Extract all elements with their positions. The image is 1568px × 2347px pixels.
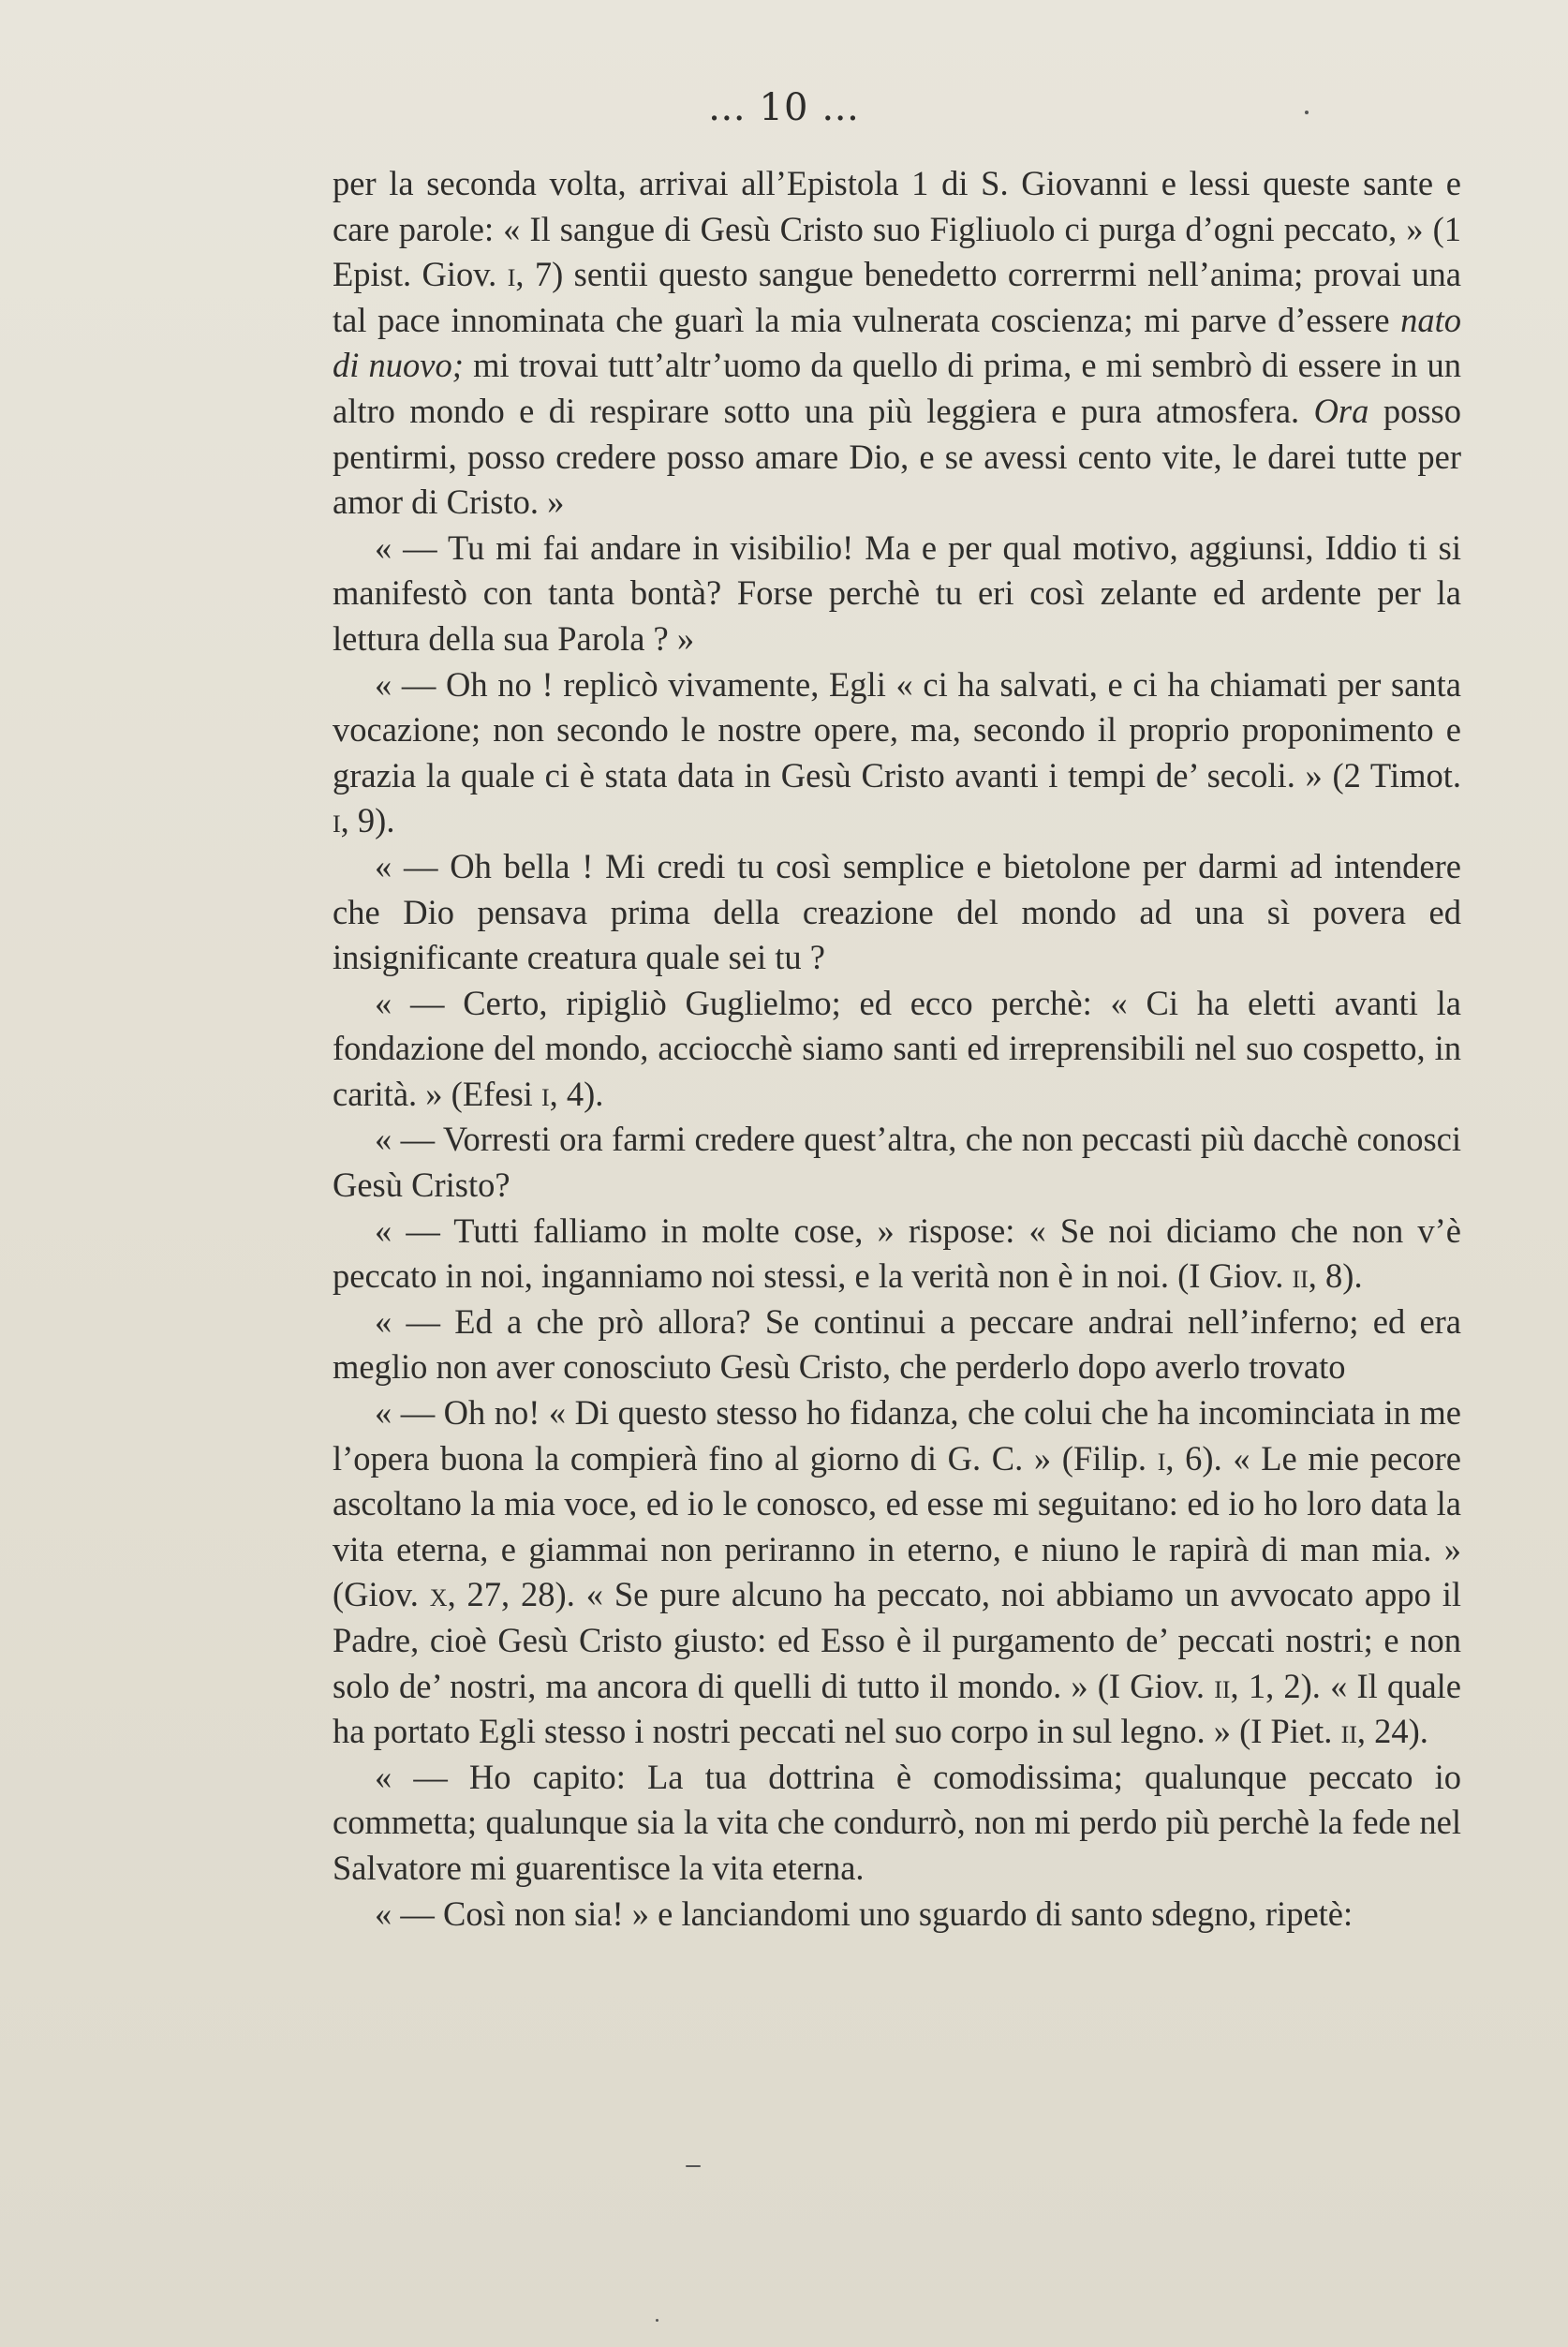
text-run: , 6). « Le mie pecore ascoltano la mia voce, ed io le conosco, ed esse mi seguitano: ed io ho loro data la vita eterna, e giammai non periranno in eterno, e niuno le rapirà di man mia. » (Giov. xyxy=(333,1438,1462,1614)
text-run: « — Oh bella ! Mi credi tu così semplice e bietolone per darmi ad intendere che Dio pensava prima della creazione del mondo ad una sì povera ed insignificante creatura quale sei tu ? xyxy=(333,846,1461,977)
print-speck xyxy=(686,2165,701,2167)
paragraph xyxy=(333,1755,1461,1892)
paragraph xyxy=(333,844,1461,981)
text-run: « — Vorresti ora farmi credere quest’altra, che non peccasti più dacchè conosci Gesù Cristo? xyxy=(333,1120,1461,1205)
text-run: per la seconda volta, arrivai all’Epistola 1 di S. Giovanni e lessi queste sante e care parole: « Il sangue di Gesù Cristo suo Figliuolo ci purga d’ogni peccato, » (1 Epist. Giov. xyxy=(333,164,1461,294)
text-run: « — Ho capito: La tua dottrina è comodissima; qualunque peccato io commetta; qualunque sia la vita che condurrò, non mi perdo più perchè la fede nel Salvatore mi guarentisce la vita eterna. xyxy=(333,1757,1461,1887)
paragraph xyxy=(333,981,1461,1118)
paragraph xyxy=(333,1300,1461,1390)
text-run: , 27, 28). « Se pure alcuno ha peccato, noi abbiamo un avvocato appo il Padre, cioè Gesù Cristo giusto: ed Esso è il purgamento de’ peccati nostri; e non solo de’ nostri, ma ancora di quelli di tutto il mondo. » (I Giov. xyxy=(333,1575,1461,1705)
text-run: , 9). xyxy=(340,801,395,840)
paragraph xyxy=(333,1117,1461,1208)
italic-phrase: Ora xyxy=(1313,391,1369,430)
roman-numeral: i xyxy=(507,255,516,294)
italic-phrase: nato di nuovo; xyxy=(333,300,1461,385)
paragraph xyxy=(333,161,1461,526)
paragraph xyxy=(333,1390,1461,1755)
text-run: « — Tu mi fai andare in visibilio! Ma e per qual motivo, aggiunsi, Iddio ti si manifestò con tanta bontà? Forse perchè tu eri così zelante ed ardente per la lettura della sua Parola ? » xyxy=(333,527,1461,658)
roman-numeral: i xyxy=(333,801,341,840)
text-run: mi trovai tutt’altr’uomo da quello di prima, e mi sembrò di essere in un altro mondo e di respirare sotto una più leggiera e pura atmosfera. xyxy=(333,346,1462,430)
body-text xyxy=(333,161,1461,1937)
roman-numeral: x xyxy=(429,1575,448,1614)
page-number: … 10 … xyxy=(707,86,861,129)
text-run: « — Oh no! « Di questo stesso ho fidanza, che colui che ha incominciata in me l’opera buona la compierà fino al giorno di G. C. » (Filip. xyxy=(333,1393,1461,1478)
text-run: « — Così non sia! » e lanciandomi uno sguardo di santo sdegno, ripetè: xyxy=(375,1894,1354,1933)
text-run: , 8). xyxy=(1308,1256,1363,1296)
roman-numeral: i xyxy=(1157,1438,1166,1478)
text-run: , 1, 2). « Il quale ha portato Egli stesso i nostri peccati nel suo corpo in sul legno. » (I Piet. xyxy=(333,1666,1462,1751)
paragraph xyxy=(333,1892,1461,1938)
roman-numeral: i xyxy=(540,1074,550,1113)
text-run: , 4). xyxy=(549,1074,604,1113)
paragraph xyxy=(333,1209,1461,1300)
text-run: « — Ed a che prò allora? Se continui a peccare andrai nell’inferno; ed era meglio non aver conosciuto Gesù Cristo, che perderlo dopo averlo trovato xyxy=(333,1301,1461,1387)
text-run: « — Certo, ripigliò Guglielmo; ed ecco perchè: « Ci ha eletti avanti la fondazione del mondo, acciocchè siamo santi ed irreprensibili nel suo cospetto, in carità. » (Efesi xyxy=(333,983,1461,1113)
roman-numeral: ii xyxy=(1292,1256,1309,1296)
print-speck xyxy=(656,2319,658,2322)
print-speck xyxy=(1305,111,1309,114)
text-run: « — Oh no ! replicò vivamente, Egli « ci ha salvati, e ci ha chiamati per santa vocazione; non secondo le nostre opere, ma, secondo il proprio proponimento e grazia la quale ci è stata data in Gesù Cristo avanti i tempi de’ secoli. » (2 Timot. xyxy=(333,664,1461,795)
text-run: , 24). xyxy=(1356,1712,1428,1751)
text-run: , 7) sentii questo sangue benedetto correrrmi nell’anima; provai una tal pace innominata che guarì la mia vulnerata coscienza; mi parve d’essere xyxy=(333,255,1461,339)
paragraph xyxy=(333,526,1461,662)
paragraph xyxy=(333,662,1461,844)
text-run: « — Tutti falliamo in molte cose, » rispose: « Se noi diciamo che non v’è peccato in noi, inganniamo noi stessi, e la verità non è in noi. (I Giov. xyxy=(333,1211,1461,1296)
roman-numeral: ii xyxy=(1340,1712,1357,1751)
roman-numeral: ii xyxy=(1214,1666,1231,1705)
text-run: posso pentirmi, posso credere posso amare Dio, e se avessi cento vite, le darei tutte per amor di Cristo. » xyxy=(333,391,1461,522)
